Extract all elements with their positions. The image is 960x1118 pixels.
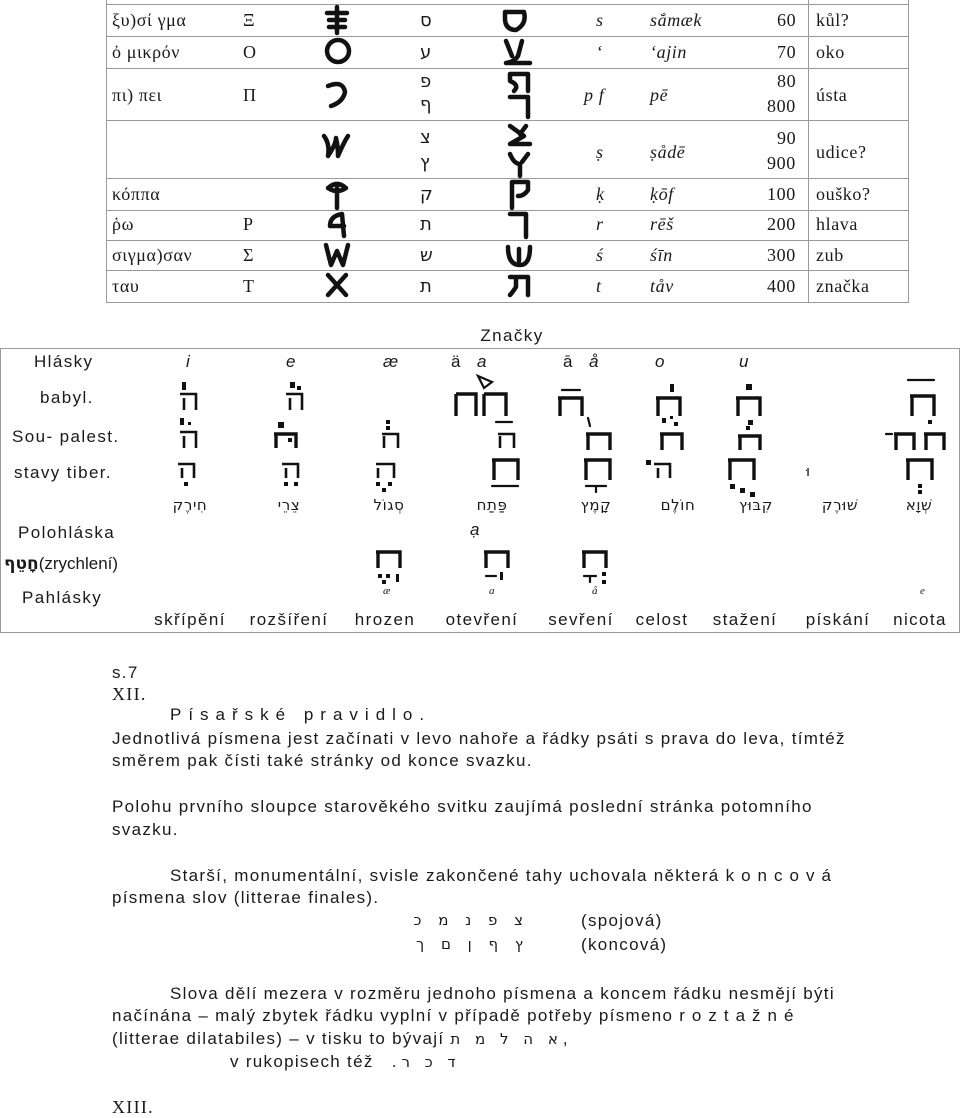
tsade-name: ṣådē: [650, 142, 686, 162]
sound-a: a: [477, 352, 488, 371]
qoph-archaic-glyph: [326, 182, 348, 208]
pe-archaic-glyph: [325, 80, 349, 108]
paragraph-4-line-1: Slova dělí mezera v rozměru jednoho písmena a koncem řádku nesmějí býti: [170, 984, 835, 1003]
tiberian-holem-sign: [642, 452, 682, 494]
pe-value: 80: [777, 71, 797, 91]
resh-value: 200: [767, 214, 796, 234]
tiberian-shwa-sign: [900, 450, 944, 496]
vowel-name-shureq: שׁוּרֶק: [821, 496, 859, 514]
pe-script-glyph: [506, 71, 532, 117]
page-reference: s.7: [112, 663, 139, 682]
pe-final-letter: ף: [420, 94, 433, 115]
tiberian-qibbuts-sign: [722, 450, 766, 496]
shin-name: śīn: [650, 245, 673, 265]
qoph-translit: ḳ: [596, 184, 605, 204]
tsade-script-glyph: [506, 124, 534, 176]
palestinian-u-sign: [730, 414, 770, 454]
row-label-mute-sounds: Pahlásky: [22, 588, 103, 607]
babylonian-shwa-sign: [900, 372, 944, 420]
shin-translit: ś: [596, 245, 604, 265]
tav-archaic-glyph: [326, 273, 348, 297]
tav-meaning: značka: [816, 276, 870, 296]
paragraph-4-line-3-text: (litterae dilatabiles) – v tisku to bývají: [112, 1029, 445, 1048]
qoph-value: 100: [767, 184, 796, 204]
medial-letters-label: (spojová): [581, 911, 663, 930]
greek-name-koppa: κόππα: [112, 184, 161, 204]
quality-wholeness: celost: [635, 610, 689, 629]
qoph-script-glyph: [508, 180, 532, 210]
paragraph-4-line-4-text: v rukopisech též: [230, 1052, 374, 1071]
ayin-meaning: oko: [816, 42, 845, 62]
tav-translit: t: [596, 276, 602, 296]
vowel-name-holem: חוֹלֶם: [660, 496, 696, 514]
row-label-hataf: [4, 554, 118, 574]
palestinian-shwa-sign: [884, 414, 954, 454]
dilatable-letters: א ה ל מ ת: [450, 1030, 563, 1048]
sound-e: e: [286, 352, 297, 371]
shin-value: 300: [767, 245, 796, 265]
paragraph-4-line-4: [230, 1052, 461, 1072]
pe-meaning: ústa: [816, 85, 848, 105]
row-label-palestinian: Sou- palest.: [12, 427, 120, 446]
palestinian-a-sign: [488, 414, 528, 454]
resh-name: rēš: [650, 214, 674, 234]
paragraph-3-line-2: písmena slov (litterae finales).: [112, 888, 380, 907]
manuscript-letters: ד כ ר.: [391, 1053, 461, 1071]
vowel-signs-title: Značky: [480, 326, 544, 345]
vowel-name-qamets: קָמֶץ: [580, 496, 612, 514]
quality-grating: skřípění: [154, 610, 226, 629]
qoph-meaning: ouško?: [816, 184, 871, 204]
tsade-translit: ṣ: [596, 142, 604, 162]
tsade-value: 90: [777, 128, 797, 148]
vowel-name-patah: פַּתַח: [476, 496, 508, 514]
section-number-xiii: XIII.: [112, 1097, 154, 1117]
row-label-tiberian: stavy tiber.: [14, 463, 113, 482]
paragraph-2-line-1: Polohu prvního sloupce starověkého svitku zaujímá poslední stránka potomního: [112, 797, 813, 816]
tav-value: 400: [767, 276, 796, 296]
quality-opening: otevření: [445, 610, 519, 629]
paragraph-1-line-2: směrem pak čísti také stránky od konce svazku.: [112, 751, 533, 770]
samekh-value: 60: [777, 10, 797, 30]
shin-letter: ש: [420, 245, 434, 266]
pe-translit: p f: [584, 85, 605, 105]
paragraph-4-line-2: [112, 1006, 800, 1026]
resh-translit: r: [596, 214, 604, 234]
paragraph-4-comma: ,: [562, 1029, 569, 1048]
ayin-script-glyph: [504, 38, 532, 66]
resh-letter: ת: [420, 214, 433, 235]
paragraph-3-text: Starší, monumentální, svisle zakončené tahy uchovala některá: [170, 866, 720, 885]
samekh-translit: s: [596, 10, 604, 30]
sound-a-umlaut: ä: [451, 352, 462, 371]
vowel-name-qibbuts: קִבּוּץ: [739, 496, 773, 514]
greek-name-rho: ῥω: [112, 214, 135, 234]
mute-mark-a: a: [489, 585, 495, 597]
final-letters: ץ ף ן ם ך: [416, 935, 529, 953]
tav-letter: ת: [420, 276, 433, 297]
greek-letter-sigma: Σ: [243, 245, 255, 265]
resh-script-glyph: [508, 211, 530, 237]
paragraph-4-text: načínána – malý zbytek řádku vyplní v případě potřeby písmeno: [112, 1006, 674, 1025]
mute-mark-ae: æ: [383, 585, 391, 597]
greek-letter-rho: P: [243, 214, 254, 234]
sound-a-ring: å: [589, 352, 600, 371]
tiberian-patah-sign: [484, 450, 528, 496]
tsade-archaic-glyph: [322, 134, 350, 160]
samekh-meaning: kůl?: [816, 10, 850, 30]
hataf-patah-sign: [480, 544, 516, 586]
samekh-archaic-glyph: [325, 7, 349, 33]
tsade-final-letter: ץ: [420, 152, 431, 173]
palestinian-i-sign: [170, 414, 210, 454]
shin-meaning: zub: [816, 245, 844, 265]
greek-letter-xi: Ξ: [243, 10, 256, 30]
samekh-script-glyph: [502, 6, 528, 34]
paragraph-4-line-3: [112, 1029, 569, 1049]
greek-name-tau: ταυ: [112, 276, 140, 296]
hataf-hebrew: חָטֵף: [4, 554, 39, 574]
paragraph-2-line-2: svazku.: [112, 820, 179, 839]
section-number-xii: XII.: [112, 684, 147, 704]
paragraph-3-line-1: [170, 866, 838, 886]
quality-closing: sevření: [548, 610, 614, 629]
ayin-name: ‘ajin: [650, 42, 687, 62]
vowel-name-segol: סְגוֹל: [373, 496, 405, 514]
greek-name-xi: ξυ)σί γμα: [112, 10, 187, 30]
samekh-name: sắmæk: [650, 10, 702, 30]
babylonian-e-sign: [276, 376, 316, 416]
sound-u: u: [739, 352, 750, 371]
hataf-qamets-sign: [576, 544, 616, 588]
paragraph-1-line-1: Jednotlivá písmena jest začínati v levo nahoře a řádky psáti s prava do leva, tímtéž: [112, 729, 846, 748]
quality-whistling: pískání: [805, 610, 871, 629]
quality-nothingness: nicota: [893, 610, 947, 629]
medial-letters: צ פ נ מ כ: [413, 911, 529, 929]
quality-cluster: hrozen: [354, 610, 416, 629]
pe-final-value: 800: [767, 96, 796, 116]
shin-script-glyph: [506, 243, 532, 267]
sound-o: o: [655, 352, 666, 371]
ayin-letter: ע: [420, 42, 432, 63]
greek-name-pi: πι) πει: [112, 85, 163, 105]
tiberian-shureq-sign: וּ: [806, 462, 811, 480]
qoph-name: ḳōf: [650, 184, 674, 204]
ayin-translit: ‘: [596, 42, 603, 62]
palestinian-e-sign: [266, 414, 306, 454]
greek-letter-omicron: O: [243, 42, 257, 62]
samekh-letter: ס: [420, 10, 433, 31]
ayin-value: 70: [777, 42, 797, 62]
tiberian-qamets-sign: [576, 450, 620, 496]
mute-mark-e: e: [920, 585, 925, 597]
palestinian-o-sign: [652, 412, 692, 456]
quality-broadening: rozšíření: [249, 610, 329, 629]
sounds-label: Hlásky: [34, 352, 94, 371]
greek-letter-tau: T: [243, 276, 255, 296]
qoph-letter: ק: [420, 184, 434, 205]
tiberian-tsere-sign: [272, 452, 312, 494]
tsade-meaning: udice?: [816, 142, 867, 162]
row-label-semivowel: Polohláska: [18, 523, 116, 542]
pe-name: pē: [650, 85, 669, 105]
ayin-archaic-glyph: [325, 38, 351, 64]
resh-archaic-glyph: [326, 212, 348, 238]
pe-letter: פ: [420, 71, 432, 92]
sound-i: i: [186, 352, 192, 371]
vowel-name-shwa: שְׁוָא: [905, 496, 933, 514]
vowel-name-tsere: צֵרֵי: [277, 496, 301, 514]
tiberian-hiriq-sign: [168, 452, 208, 494]
tsade-letter: צ: [420, 127, 432, 148]
sound-ae: æ: [383, 352, 400, 371]
vowel-name-hiriq: חִירֶק: [172, 496, 208, 514]
dilatabiles-term: roztažné: [679, 1006, 801, 1025]
sound-a-long: ā: [563, 352, 574, 371]
hataf-label: (zrychlení): [38, 554, 119, 573]
tiberian-segol-sign: [366, 452, 406, 496]
shin-archaic-glyph: [324, 243, 350, 267]
tav-script-glyph: [508, 273, 532, 297]
palestinian-ae-sign: [372, 414, 412, 454]
row-label-babylonian: babyl.: [40, 388, 94, 407]
greek-name-omicron: ὀ μικρόν: [112, 42, 180, 62]
finales-term: koncová: [725, 866, 838, 885]
babylonian-i-sign: [170, 376, 210, 416]
section-heading: Písařské pravidlo.: [170, 705, 432, 724]
resh-meaning: hlava: [816, 214, 858, 234]
semivowel-a: ạ: [470, 520, 481, 539]
hataf-segol-sign: [372, 544, 408, 586]
tav-name: tåv: [650, 276, 674, 296]
final-letters-label: (koncová): [581, 935, 668, 954]
quality-contraction: stažení: [712, 610, 778, 629]
babylonian-a-signs: [444, 372, 514, 420]
mute-mark-aa: å: [592, 585, 598, 597]
greek-name-sigma: σιγμα)σαν: [112, 245, 193, 265]
greek-letter-pi: Π: [243, 85, 257, 105]
tsade-final-value: 900: [767, 153, 796, 173]
